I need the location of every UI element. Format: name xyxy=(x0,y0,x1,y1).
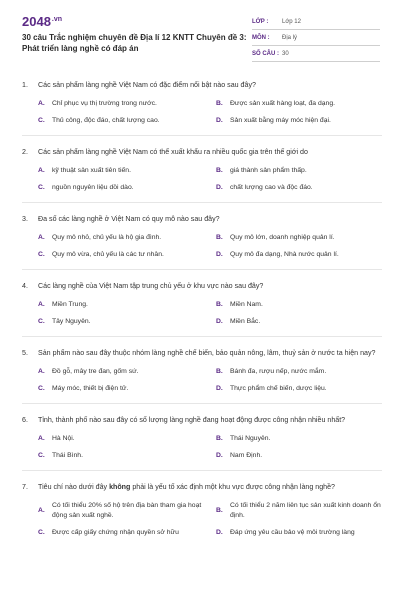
answer-option[interactable] xyxy=(216,317,382,327)
question-text: Tỉnh, thành phố nào sau đây có số lượng làng nghề đang hoạt động được công nhận nhiều nhất? xyxy=(38,416,346,424)
answer-option[interactable] xyxy=(38,250,204,260)
option-letter: A. xyxy=(38,368,45,375)
question-item xyxy=(22,281,382,337)
option-letter: C. xyxy=(38,117,45,124)
info-label: MÔN : xyxy=(252,34,270,41)
option-text: Chỉ phục vụ thị trường trong nước. xyxy=(52,100,157,107)
answer-option[interactable] xyxy=(216,528,382,538)
answer-option[interactable] xyxy=(216,367,382,377)
question-list xyxy=(22,80,382,549)
option-text: Có tối thiểu 20% số hộ trên địa bàn tham gia hoạt động sản xuất nghề. xyxy=(52,502,202,519)
info-row-class xyxy=(252,14,380,30)
info-value: 30 xyxy=(282,50,289,57)
option-text: Miền Bắc. xyxy=(230,318,261,325)
question-number: 4. xyxy=(22,282,28,290)
option-text: Quy mô lớn, doanh nghiệp quản lí. xyxy=(230,234,335,241)
option-grid xyxy=(22,300,382,327)
answer-option[interactable] xyxy=(38,116,204,126)
question-item xyxy=(22,415,382,471)
option-text: Được cấp giấy chứng nhận quyền sở hữu xyxy=(52,529,179,536)
answer-option[interactable] xyxy=(38,166,204,176)
option-letter: D. xyxy=(216,184,223,191)
answer-option[interactable] xyxy=(216,501,382,521)
option-text: Quy mô vừa, chủ yếu là các tư nhân. xyxy=(52,251,164,258)
answer-option[interactable] xyxy=(216,233,382,243)
option-text: Nam Định. xyxy=(230,452,263,459)
question-number: 1. xyxy=(22,81,28,89)
option-text: Bánh đa, rượu nếp, nước mắm. xyxy=(230,368,327,375)
answer-option[interactable] xyxy=(38,384,204,394)
answer-option[interactable] xyxy=(216,434,382,444)
option-text: Hà Nội. xyxy=(52,435,75,442)
option-letter: B. xyxy=(216,368,223,375)
question-text: Các làng nghề của Việt Nam tập trung chủ yếu ở khu vực nào sau đây? xyxy=(38,282,264,290)
option-grid xyxy=(22,434,382,461)
answer-option[interactable] xyxy=(216,300,382,310)
option-text: Miền Nam. xyxy=(230,301,263,308)
option-letter: D. xyxy=(216,318,223,325)
option-letter: A. xyxy=(38,167,45,174)
option-letter: D. xyxy=(216,452,223,459)
option-letter: B. xyxy=(216,507,223,514)
info-label: LỚP : xyxy=(252,18,269,25)
divider xyxy=(22,470,382,471)
info-value: Lớp 12 xyxy=(282,18,301,25)
question-stem xyxy=(22,415,382,426)
answer-option[interactable] xyxy=(38,367,204,377)
option-text: Có tối thiểu 2 năm liên tục sản xuất kinh doanh ổn định. xyxy=(230,502,381,519)
info-value: Địa lý xyxy=(282,34,298,41)
question-text xyxy=(38,482,335,493)
option-letter: B. xyxy=(216,100,223,107)
option-text: Thực phẩm chế biến, dược liệu. xyxy=(230,385,327,392)
question-item xyxy=(22,348,382,404)
option-letter: A. xyxy=(38,234,45,241)
option-letter: C. xyxy=(38,452,45,459)
option-text: Quy mô nhỏ, chủ yếu là hộ gia đình. xyxy=(52,234,162,241)
option-text: Thái Bình. xyxy=(52,452,83,459)
answer-option[interactable] xyxy=(216,250,382,260)
question-text: Sản phẩm nào sau đây thuộc nhóm làng nghề chế biến, bảo quản nông, lâm, thuỷ sản ở nước ta hiện nay? xyxy=(38,349,376,357)
option-letter: D. xyxy=(216,251,223,258)
info-panel xyxy=(252,14,380,62)
option-text: Sản xuất bằng máy móc hiện đại. xyxy=(230,117,331,124)
question-number: 5. xyxy=(22,349,28,357)
answer-option[interactable] xyxy=(216,166,382,176)
question-number: 7. xyxy=(22,483,28,491)
info-row-count xyxy=(252,46,380,62)
option-letter: C. xyxy=(38,385,45,392)
option-text: Máy móc, thiết bị điện tử. xyxy=(52,385,129,392)
question-item xyxy=(22,80,382,136)
info-label: SỐ CÂU : xyxy=(252,50,279,57)
answer-option[interactable] xyxy=(216,183,382,193)
answer-option[interactable] xyxy=(38,317,204,327)
answer-option[interactable] xyxy=(38,233,204,243)
question-text-part: phải là yếu tố xác định một khu vực được công nhận làng nghề? xyxy=(130,483,335,491)
question-stem xyxy=(22,482,382,493)
answer-option[interactable] xyxy=(38,434,204,444)
question-number: 6. xyxy=(22,416,28,424)
answer-option[interactable] xyxy=(38,183,204,193)
question-stem xyxy=(22,147,382,158)
option-text: Miền Trung. xyxy=(52,301,88,308)
option-letter: B. xyxy=(216,234,223,241)
option-letter: C. xyxy=(38,251,45,258)
option-text: Đáp ứng yêu cầu bảo vệ môi trường làng xyxy=(230,529,355,536)
divider xyxy=(22,269,382,270)
option-text: nguồn nguyên liệu dồi dào. xyxy=(52,184,134,191)
answer-option[interactable] xyxy=(216,384,382,394)
answer-option[interactable] xyxy=(38,300,204,310)
question-item xyxy=(22,482,382,538)
site-logo[interactable] xyxy=(22,14,62,29)
question-text: Đa số các làng nghề ở Việt Nam có quy mô nào sau đây? xyxy=(38,215,220,223)
answer-option[interactable] xyxy=(216,99,382,109)
option-grid xyxy=(22,367,382,394)
answer-option[interactable] xyxy=(38,451,204,461)
option-letter: B. xyxy=(216,167,223,174)
divider xyxy=(22,403,382,404)
question-stem xyxy=(22,281,382,292)
option-letter: C. xyxy=(38,184,45,191)
question-text: Các sản phẩm làng nghề Việt Nam có thể xuất khẩu ra nhiều quốc gia trên thế giới do xyxy=(38,148,308,156)
question-stem xyxy=(22,348,382,359)
option-letter: A. xyxy=(38,507,45,514)
divider xyxy=(22,135,382,136)
option-letter: C. xyxy=(38,318,45,325)
option-text: Thái Nguyên. xyxy=(230,435,271,442)
option-letter: A. xyxy=(38,100,45,107)
question-text: Các sản phẩm làng nghề Việt Nam có đặc điểm nổi bật nào sau đây? xyxy=(38,81,256,89)
question-stem xyxy=(22,80,382,91)
option-letter: A. xyxy=(38,435,45,442)
option-letter: D. xyxy=(216,529,223,536)
option-letter: D. xyxy=(216,117,223,124)
answer-option[interactable] xyxy=(216,451,382,461)
logo-sub: .vn xyxy=(51,15,63,23)
option-grid xyxy=(22,99,382,126)
answer-option[interactable] xyxy=(38,99,204,109)
option-text: giá thành sản phẩm thấp. xyxy=(230,167,307,174)
option-letter: D. xyxy=(216,385,223,392)
page-title: 30 câu Trắc nghiệm chuyên đề Địa lí 12 KNTT Chuyên đề 3: Phát triển làng nghề có đáp án xyxy=(22,33,247,53)
option-grid xyxy=(22,166,382,193)
option-text: chất lượng cao và độc đáo. xyxy=(230,184,313,191)
answer-option[interactable] xyxy=(216,116,382,126)
answer-option[interactable] xyxy=(38,528,204,538)
info-row-subject xyxy=(252,30,380,46)
question-number: 2. xyxy=(22,148,28,156)
question-text-part: Tiêu chí nào dưới đây xyxy=(38,483,110,491)
divider xyxy=(22,336,382,337)
divider xyxy=(22,202,382,203)
option-letter: C. xyxy=(38,529,45,536)
option-text: Được sản xuất hàng loạt, đa dạng. xyxy=(230,100,335,107)
option-letter: A. xyxy=(38,301,45,308)
question-item xyxy=(22,147,382,203)
question-number: 3. xyxy=(22,215,28,223)
question-item xyxy=(22,214,382,270)
option-letter: B. xyxy=(216,301,223,308)
question-stem xyxy=(22,214,382,225)
option-text: Đồ gỗ, mây tre đan, gốm sứ. xyxy=(52,368,139,375)
answer-option[interactable] xyxy=(38,501,204,521)
option-text: Quy mô đa dạng, Nhà nước quản lí. xyxy=(230,251,339,258)
option-text: kỹ thuật sản xuất tiên tiến. xyxy=(52,167,131,174)
option-letter: B. xyxy=(216,435,223,442)
question-text-emphasis: không xyxy=(109,483,131,491)
logo-main: 2048 xyxy=(22,14,51,29)
option-text: Thủ công, độc đáo, chất lượng cao. xyxy=(52,117,160,124)
option-text: Tây Nguyên. xyxy=(52,318,91,325)
option-grid xyxy=(22,233,382,260)
option-grid xyxy=(22,501,382,538)
